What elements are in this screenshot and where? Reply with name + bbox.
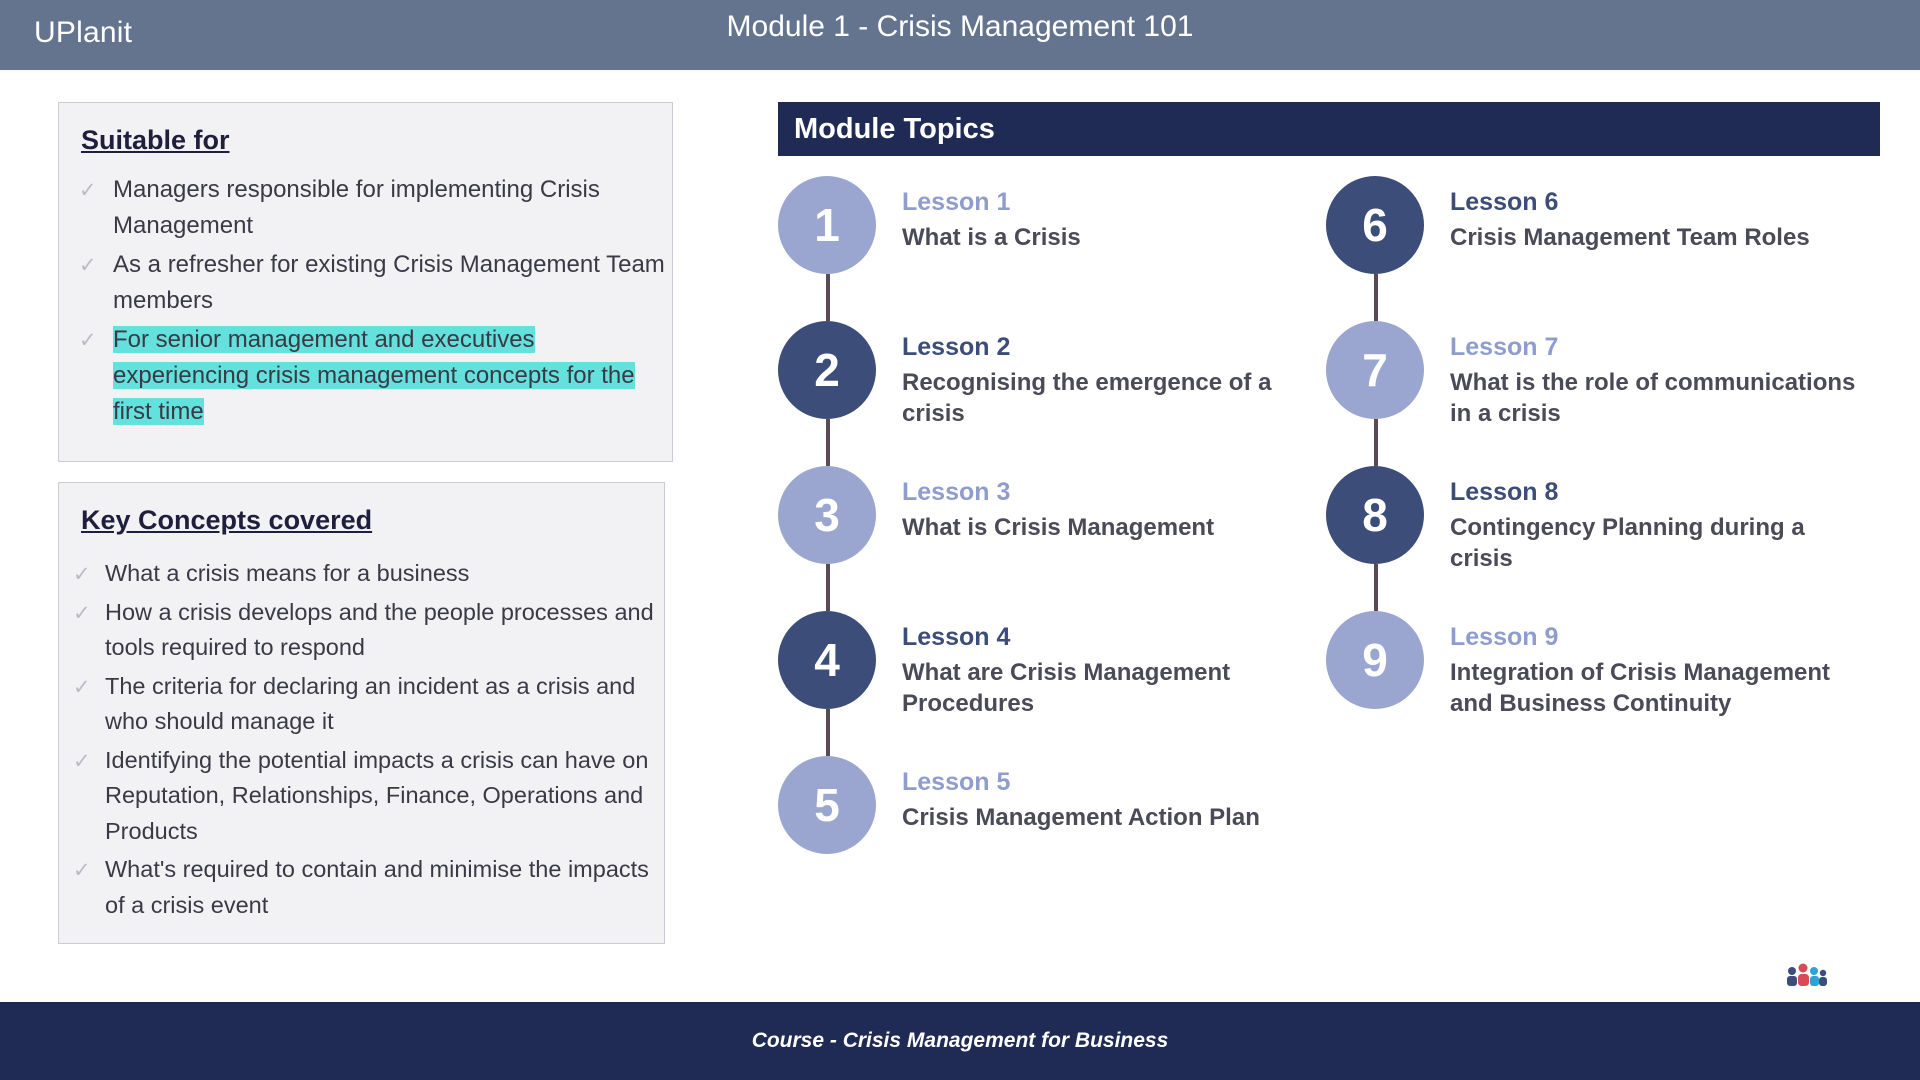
module-topics-bar: [778, 102, 1880, 156]
suitable-for-title: Suitable for: [81, 125, 230, 155]
check-icon: ✓: [73, 601, 91, 625]
lesson-connector-line: [826, 564, 830, 611]
lesson-label: Lesson 6: [1450, 188, 1559, 216]
check-icon: ✓: [73, 563, 91, 586]
check-icon: ✓: [79, 329, 97, 352]
lesson-text: [876, 756, 1260, 833]
lesson-text: [1424, 466, 1866, 574]
lesson-label: Lesson 2: [902, 333, 1011, 361]
list-item-text: As a refresher for existing Crisis Management Team members: [113, 251, 665, 314]
list-item-text: What a crisis means for a business: [105, 560, 470, 586]
lesson-description: Integration of Crisis Management and Business Continuity: [1450, 659, 1831, 717]
lesson-text: [876, 176, 1081, 253]
lesson-connector-line: [826, 709, 830, 756]
check-icon: ✓: [73, 749, 91, 773]
lesson-item: [1326, 321, 1866, 466]
list-item: [59, 743, 664, 850]
lesson-number-badge: 6: [1326, 176, 1424, 274]
slide-header: [0, 0, 1920, 70]
key-concepts-panel: [58, 482, 665, 944]
lesson-connector-line: [1374, 564, 1378, 611]
lesson-item: [1326, 611, 1866, 756]
list-item: [59, 247, 672, 319]
footer-course-label: Course - Crisis Management for Business: [751, 1029, 1169, 1052]
lesson-number-badge: 8: [1326, 466, 1424, 564]
list-item: [59, 172, 672, 244]
list-item-text: Identifying the potential impacts a crisis can have on Reputation, Relationships, Finance, Operations and Products: [105, 746, 649, 844]
list-item: [59, 595, 664, 666]
lesson-number-badge: 2: [778, 321, 876, 419]
lesson-text: [876, 321, 1318, 429]
key-concepts-title: Key Concepts covered: [81, 505, 373, 535]
lesson-label: Lesson 4: [902, 623, 1011, 651]
lesson-number-badge: 4: [778, 611, 876, 709]
suitable-for-list: [59, 172, 672, 430]
list-item-text: How a crisis develops and the people processes and tools required to respond: [105, 598, 654, 660]
lesson-number-badge: 5: [778, 756, 876, 854]
lesson-number-badge: 9: [1326, 611, 1424, 709]
list-item-text: The criteria for declaring an incident as a crisis and who should manage it: [105, 672, 636, 734]
slide-footer: [0, 1002, 1920, 1080]
list-item-text: What's required to contain and minimise the impacts of a crisis event: [105, 856, 649, 918]
lesson-description: What is Crisis Management: [902, 514, 1215, 541]
lesson-description: What is a Crisis: [902, 224, 1081, 251]
people-group-logo: [1784, 962, 1830, 988]
lesson-connector-line: [1374, 419, 1378, 466]
brand-logo-text: UPlanit: [34, 16, 133, 49]
lesson-description: Recognising the emergence of a crisis: [902, 369, 1272, 427]
lesson-item: [778, 756, 1318, 901]
suitable-for-panel: [58, 102, 673, 462]
check-icon: ✓: [79, 254, 97, 277]
lesson-number-badge: 1: [778, 176, 876, 274]
lesson-text: [876, 611, 1318, 719]
lesson-description: Crisis Management Team Roles: [1450, 224, 1810, 251]
lesson-item: [1326, 176, 1866, 321]
list-item-text: Managers responsible for implementing Crisis Management: [113, 176, 600, 239]
lesson-description: Contingency Planning during a crisis: [1450, 514, 1805, 572]
lesson-connector-line: [1374, 274, 1378, 321]
lesson-item: [1326, 466, 1866, 611]
lesson-label: Lesson 5: [902, 768, 1011, 796]
list-item-highlighted: [59, 322, 672, 430]
module-topics-content: [778, 176, 1888, 896]
list-item: [59, 556, 664, 592]
lesson-label: Lesson 7: [1450, 333, 1559, 361]
page-title: Module 1 - Crisis Management 101: [726, 10, 1194, 43]
check-icon: ✓: [73, 859, 91, 882]
lessons-column-left: [778, 176, 1318, 901]
lesson-description: What are Crisis Management Procedures: [902, 659, 1231, 717]
lesson-item: [778, 611, 1318, 756]
lesson-number-badge: 7: [1326, 321, 1424, 419]
lesson-description: Crisis Management Action Plan: [902, 804, 1260, 831]
check-icon: ✓: [73, 675, 91, 699]
lesson-label: Lesson 8: [1450, 478, 1559, 506]
lesson-connector-line: [826, 419, 830, 466]
lesson-label: Lesson 3: [902, 478, 1011, 506]
list-item-text: For senior management and executives experiencing crisis management concepts for the first time: [113, 326, 635, 425]
key-concepts-list: [59, 556, 664, 923]
lesson-item: [778, 176, 1318, 321]
lesson-number-badge: 3: [778, 466, 876, 564]
list-item: [59, 852, 664, 923]
lessons-column-right: [1326, 176, 1866, 756]
check-icon: ✓: [79, 179, 97, 202]
lesson-description: What is the role of communications in a crisis: [1450, 369, 1856, 427]
list-item: [59, 669, 664, 740]
lesson-text: [1424, 176, 1810, 253]
lesson-text: [876, 466, 1214, 543]
lesson-text: [1424, 321, 1866, 429]
lesson-item: [778, 466, 1318, 611]
lesson-label: Lesson 9: [1450, 623, 1559, 651]
lesson-label: Lesson 1: [902, 188, 1011, 216]
module-topics-heading: Module Topics: [794, 112, 995, 145]
lesson-text: [1424, 611, 1866, 719]
lesson-connector-line: [826, 274, 830, 321]
lesson-item: [778, 321, 1318, 466]
